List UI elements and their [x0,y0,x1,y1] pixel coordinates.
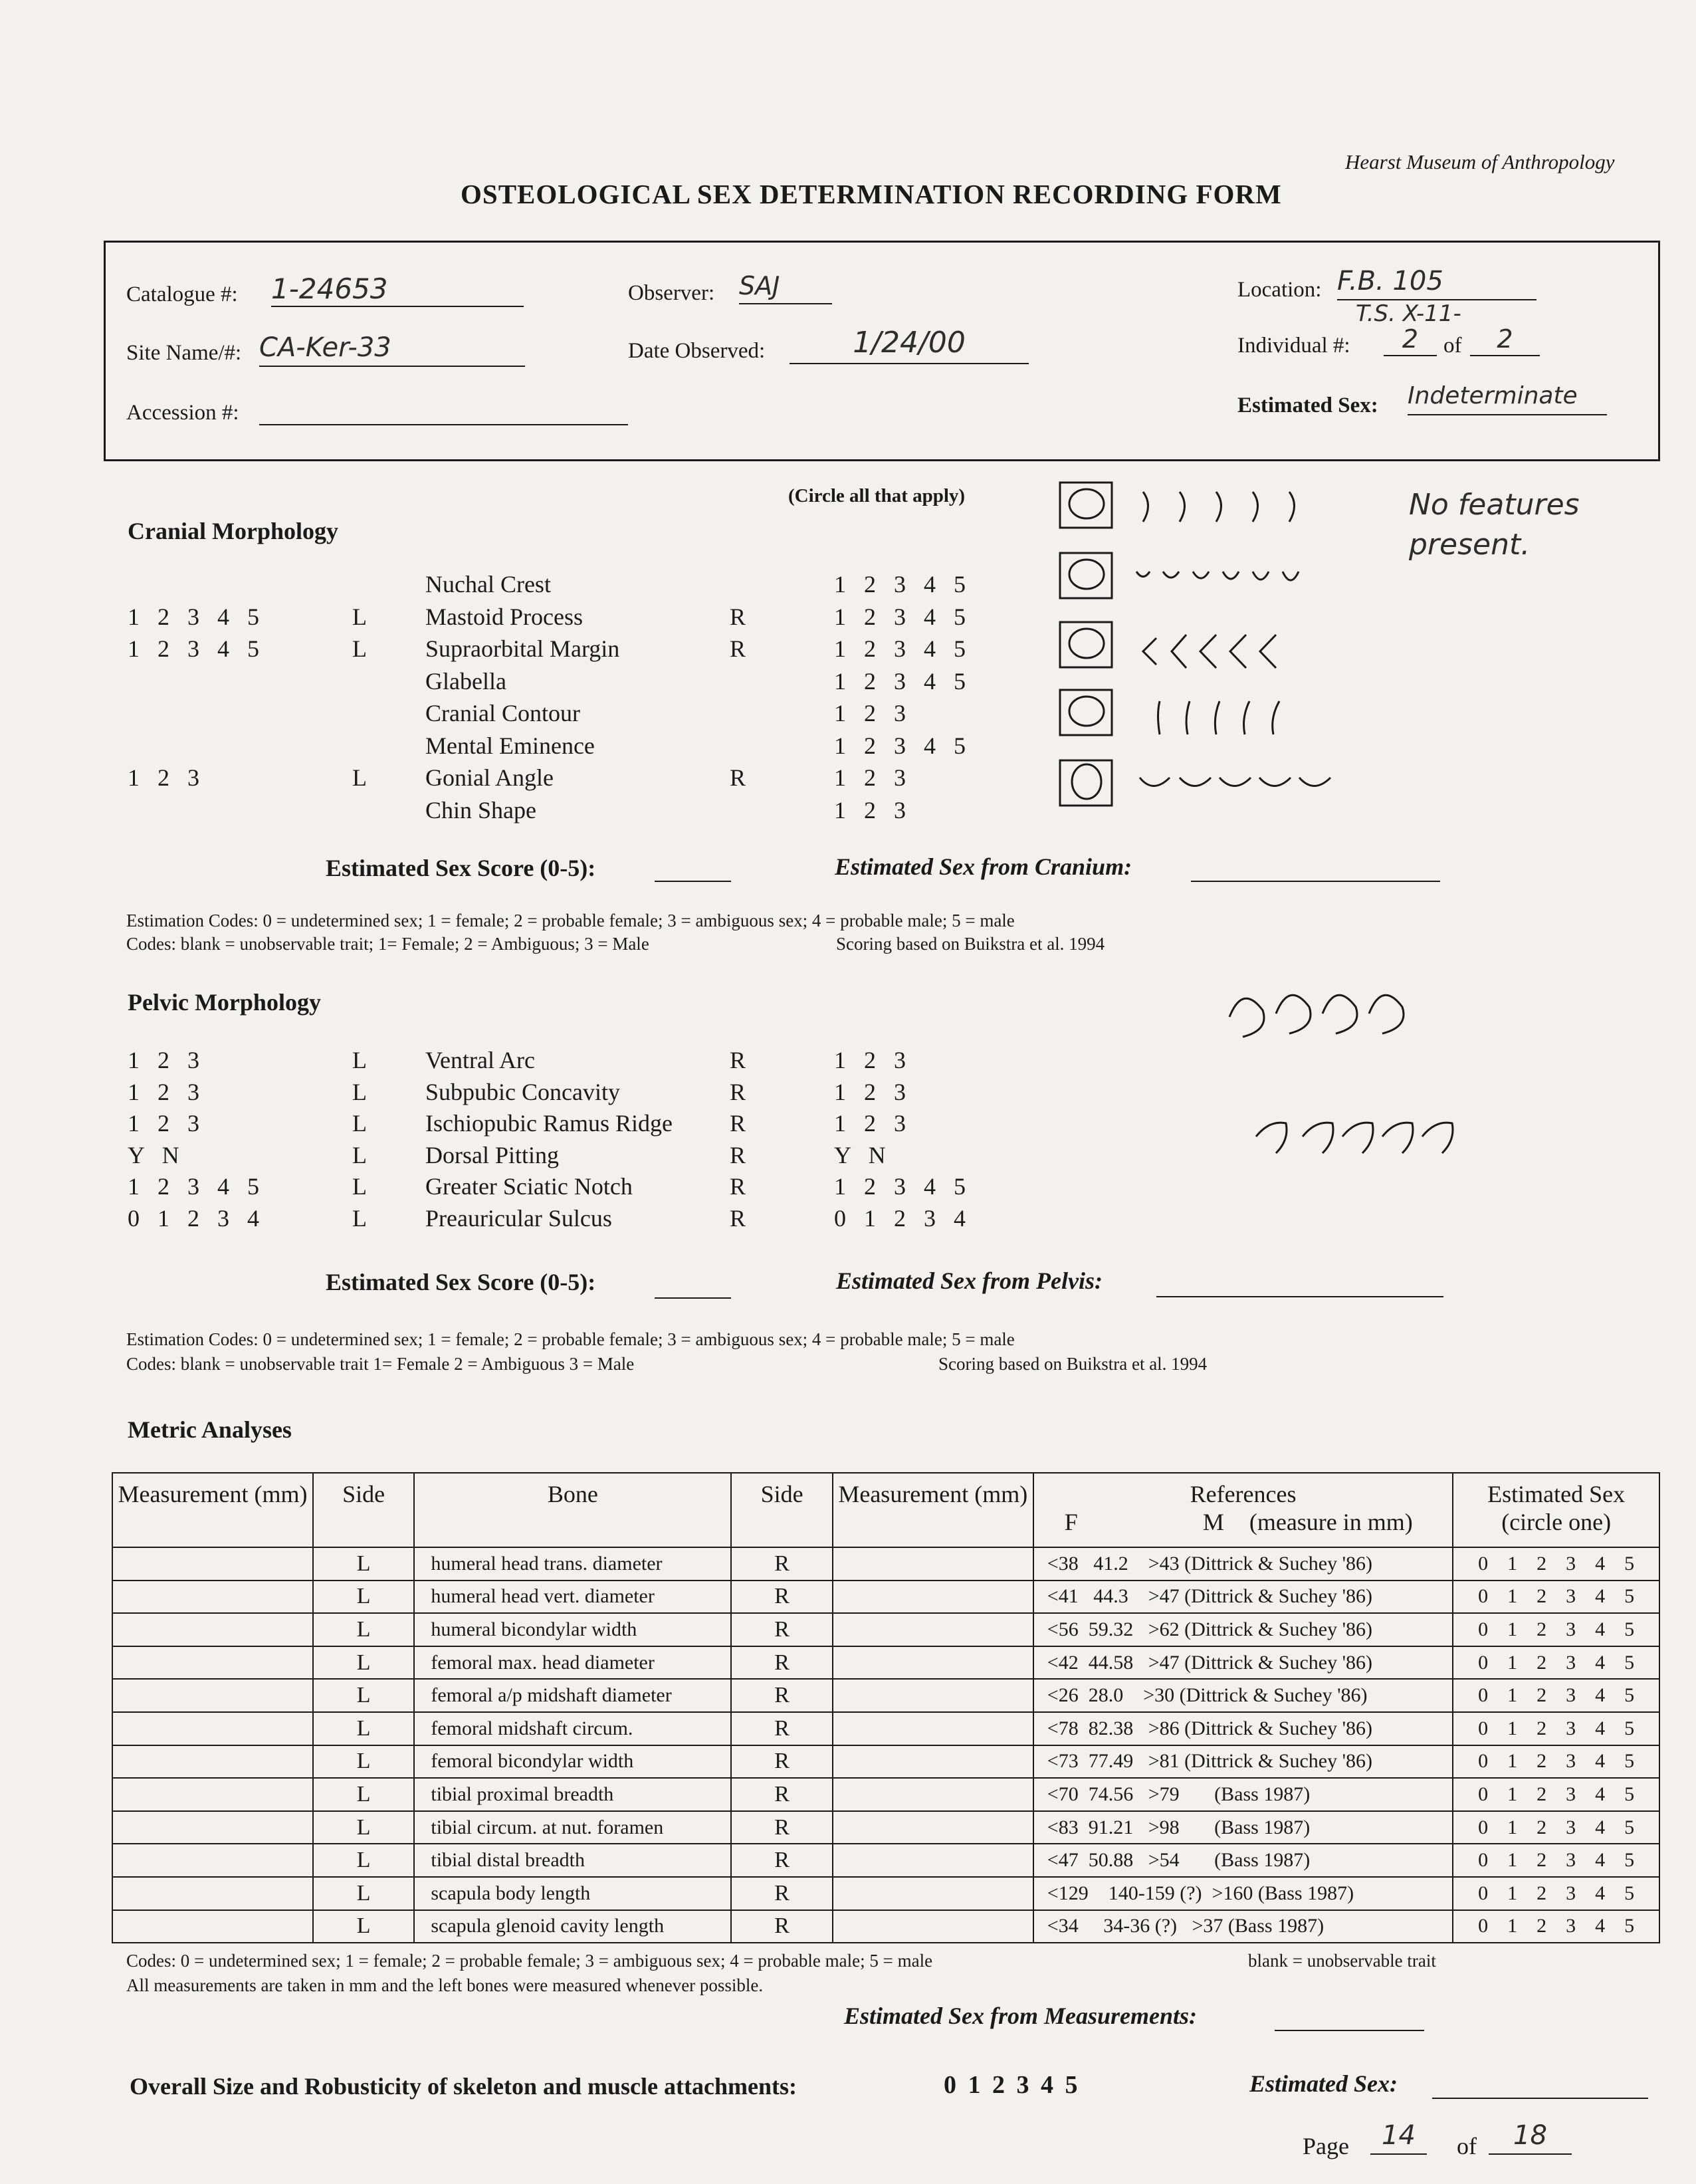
trait-side-right: R [730,635,746,662]
reference-values: <34 34-36 (?) >37 (Bass 1987) [1033,1910,1453,1943]
cranial-score-field[interactable] [655,854,731,882]
side-right: R [731,1613,832,1646]
measurement-left-input[interactable] [112,1877,313,1910]
trait-scores-right[interactable]: 1 2 3 [834,796,906,823]
catalogue-label: Catalogue #: [126,282,238,306]
side-left: L [313,1679,414,1712]
location-label: Location: [1237,278,1322,302]
metric-row [112,1547,1659,1581]
measurement-left-input[interactable] [112,1581,313,1614]
sex-code-option[interactable]: 0 [1478,1783,1489,1805]
measurement-left-input[interactable] [112,1679,313,1712]
sex-code-option[interactable]: 2 [1537,1552,1547,1575]
sex-code-option[interactable]: 5 [1624,1552,1635,1575]
sex-code-option[interactable]: 1 [1507,1717,1518,1739]
metric-blank-note: blank = unobservable trait [1248,1951,1436,1971]
trait-scores-right[interactable]: 1 2 3 4 5 [834,1173,966,1200]
cranial-sex-field[interactable] [1191,853,1440,882]
metric-row [112,1679,1659,1712]
bone-name: tibial distal breadth [414,1844,731,1877]
pelvic-score-field[interactable] [655,1269,731,1299]
trait-name: Mental Eminence [425,732,595,759]
trait-scores-left[interactable]: 0 1 2 3 4 [128,1204,259,1232]
estimated-sex-options [1453,1910,1659,1943]
sex-code-option[interactable]: 5 [1624,1915,1635,1937]
ref-f-label: F [1064,1509,1078,1535]
pelvic-diagram [1216,977,1482,1203]
metric-codes: Codes: 0 = undetermined sex; 1 = female; 2 = probable female; 3 = ambiguous sex; 4 = probable male; 5 = male [126,1951,933,1971]
sex-code-option[interactable]: 5 [1624,1684,1635,1707]
trait-scores-right[interactable]: 1 2 3 [834,1047,906,1073]
pelvic-score-label: Estimated Sex Score (0-5): [326,1269,596,1295]
side-right: R [731,1778,832,1811]
location-field[interactable]: F.B. 105 [1337,266,1537,300]
trait-scores-left[interactable]: 1 2 3 [128,1078,199,1105]
side-left: L [313,1844,414,1877]
sex-code-option[interactable]: 0 [1478,1684,1489,1707]
sex-code-option[interactable]: 1 [1507,1882,1518,1904]
trait-scores-left[interactable]: 1 2 3 [128,764,199,791]
sex-code-option[interactable]: 1 [1507,1585,1518,1608]
sex-code-option[interactable]: 1 [1507,1750,1518,1773]
trait-side-left: L [352,1173,367,1200]
trait-side-left: L [352,1204,367,1232]
measurement-sex-field[interactable] [1275,2002,1424,2031]
sex-code-option[interactable]: 1 [1507,1915,1518,1937]
metric-row [112,1877,1659,1910]
measurement-sex-label: Estimated Sex from Measurements: [844,2003,1198,2029]
sex-code-option[interactable]: 2 [1537,1684,1547,1707]
cranial-heading: Cranial Morphology [128,518,339,544]
robusticity-label: Overall Size and Robusticity of skeleton and muscle attachments: [130,2073,797,2100]
observer-label: Observer: [628,281,715,305]
estimated-sex-options [1453,1745,1659,1779]
sex-code-option[interactable]: 1 [1507,1651,1518,1674]
estimated-sex-options [1453,1679,1659,1712]
estimated-sex-options [1453,1778,1659,1811]
reference-values: <129 140-159 (?) >160 (Bass 1987) [1033,1877,1453,1910]
measurement-right-input[interactable] [833,1613,1033,1646]
measurement-right-input[interactable] [833,1844,1033,1877]
page-of-label: of [1457,2133,1477,2159]
col-side-left: Side [313,1473,414,1547]
sex-code-option[interactable]: 1 [1507,1783,1518,1805]
reference-values: <41 44.3 >47 (Dittrick & Suchey '86) [1033,1581,1453,1614]
measurement-right-input[interactable] [833,1745,1033,1779]
robusticity-scale[interactable]: 0 1 2 3 4 5 [944,2071,1078,2099]
col-side-right: Side [731,1473,832,1547]
institution-name: Hearst Museum of Anthropology [1345,150,1615,173]
sex-code-option[interactable]: 3 [1566,1717,1576,1739]
metric-row [112,1844,1659,1877]
sex-code-option[interactable]: 5 [1624,1783,1635,1805]
sex-code-option[interactable]: 4 [1595,1552,1606,1575]
pelvic-scoring-note: Scoring based on Buikstra et al. 1994 [938,1354,1208,1374]
trait-side-right: R [730,1173,746,1200]
trait-scores-right[interactable]: 1 2 3 4 5 [834,635,966,662]
sex-code-option[interactable]: 2 [1537,1915,1547,1937]
individual-label: Individual #: [1237,334,1350,358]
measurement-left-input[interactable] [112,1745,313,1779]
sex-code-option[interactable]: 1 [1507,1816,1518,1838]
trait-name: Greater Sciatic Notch [425,1173,633,1200]
trait-side-right: R [730,603,746,630]
metric-table [112,1472,1660,1943]
catalogue-field[interactable]: 1-24653 [271,273,524,307]
side-right: R [731,1547,832,1581]
sex-code-option[interactable]: 0 [1478,1750,1489,1773]
reference-values: <83 91.21 >98 (Bass 1987) [1033,1811,1453,1844]
trait-scores-left[interactable]: 1 2 3 [128,1110,199,1137]
sex-code-option[interactable]: 3 [1566,1783,1576,1805]
side-right: R [731,1910,832,1943]
trait-side-left: L [352,1141,367,1168]
sex-code-option[interactable]: 3 [1566,1816,1576,1838]
sex-code-option[interactable]: 3 [1566,1915,1576,1937]
individual-field[interactable]: 2 [1384,324,1437,356]
estimated-sex-label: Estimated Sex: [1237,393,1378,417]
trait-side-left: L [352,1110,367,1137]
sex-code-option[interactable]: 5 [1624,1651,1635,1674]
cranial-diagram [1053,472,1386,831]
reference-values: <38 41.2 >43 (Dittrick & Suchey '86) [1033,1547,1453,1581]
measurement-right-input[interactable] [833,1679,1033,1712]
side-right: R [731,1679,832,1712]
side-right: R [731,1844,832,1877]
bone-name: tibial circum. at nut. foramen [414,1811,731,1844]
overall-sex-label: Estimated Sex: [1249,2070,1398,2097]
col-references [1033,1473,1453,1547]
accession-field[interactable] [259,392,628,425]
side-left: L [313,1547,414,1581]
metric-heading: Metric Analyses [128,1416,292,1443]
bone-name: humeral bicondylar width [414,1613,731,1646]
trait-name: Cranial Contour [425,700,580,726]
no-features-note: No features present. [1409,488,1580,562]
trait-name: Ventral Arc [425,1047,535,1073]
bone-name: femoral bicondylar width [414,1745,731,1779]
page-number-field[interactable]: 14 [1370,2120,1427,2155]
side-left: L [313,1778,414,1811]
sex-code-option[interactable]: 2 [1537,1618,1547,1640]
measurement-right-input[interactable] [833,1778,1033,1811]
sex-code-option[interactable]: 0 [1478,1618,1489,1640]
side-right: R [731,1581,832,1614]
sex-code-option[interactable]: 0 [1478,1849,1489,1872]
trait-scores-right[interactable]: 1 2 3 [834,700,906,726]
side-left: L [313,1745,414,1779]
trait-scores-right[interactable]: 1 2 3 [834,1110,906,1137]
trait-name: Ischiopubic Ramus Ridge [425,1110,673,1137]
trait-name: Gonial Angle [425,764,554,791]
reference-values: <78 82.38 >86 (Dittrick & Suchey '86) [1033,1712,1453,1745]
side-right: R [731,1811,832,1844]
reference-values: <56 59.32 >62 (Dittrick & Suchey '86) [1033,1613,1453,1646]
trait-side-left: L [352,1078,367,1105]
sex-code-option[interactable]: 3 [1566,1684,1576,1707]
trait-side-left: L [352,1047,367,1073]
location-field-line2: T.S. X-11- [1356,300,1461,327]
pelvic-sex-field[interactable] [1156,1267,1443,1297]
bone-name: humeral head vert. diameter [414,1581,731,1614]
side-right: R [731,1745,832,1779]
col-measurement-left: Measurement (mm) [112,1473,313,1547]
sex-code-option[interactable]: 0 [1478,1552,1489,1575]
sex-code-option[interactable]: 0 [1478,1717,1489,1739]
sex-code-option[interactable]: 2 [1537,1717,1547,1739]
side-left: L [313,1712,414,1745]
sex-code-option[interactable]: 4 [1595,1816,1606,1838]
reference-values: <70 74.56 >79 (Bass 1987) [1033,1778,1453,1811]
side-left: L [313,1581,414,1614]
sex-code-option[interactable]: 4 [1595,1783,1606,1805]
side-left: L [313,1877,414,1910]
sex-code-option[interactable]: 5 [1624,1816,1635,1838]
trait-scores-right[interactable]: 1 2 3 4 5 [834,603,966,630]
estimated-sex-options [1453,1844,1659,1877]
pelvic-codes-1: Estimation Codes: 0 = undetermined sex; 1 = female; 2 = probable female; 3 = ambiguous sex; 4 = probable male; 5 = male [126,1329,1015,1349]
metric-row [112,1581,1659,1614]
side-left: L [313,1811,414,1844]
sex-code-option[interactable]: 4 [1595,1915,1606,1937]
col-bone: Bone [414,1473,731,1547]
sex-code-option[interactable]: 5 [1624,1849,1635,1872]
trait-scores-right[interactable]: 1 2 3 4 5 [834,732,966,759]
cranial-score-label: Estimated Sex Score (0-5): [326,855,596,881]
estimated-sex-field[interactable]: Indeterminate [1408,382,1607,415]
page-total-field[interactable]: 18 [1489,2120,1572,2155]
sex-code-option[interactable]: 0 [1478,1651,1489,1674]
bone-name: femoral max. head diameter [414,1646,731,1680]
trait-side-right: R [730,1204,746,1232]
observer-field[interactable]: SAJ [739,271,832,304]
measurement-left-input[interactable] [112,1613,313,1646]
page-label: Page [1303,2133,1349,2159]
side-right: R [731,1877,832,1910]
col-measurement-right: Measurement (mm) [833,1473,1033,1547]
form-title: OSTEOLOGICAL SEX DETERMINATION RECORDING FORM [461,179,1282,209]
sex-code-option[interactable]: 1 [1507,1618,1518,1640]
metric-row [112,1778,1659,1811]
measurement-right-input[interactable] [833,1712,1033,1745]
sex-code-option[interactable]: 5 [1624,1585,1635,1608]
sex-code-option[interactable]: 3 [1566,1651,1576,1674]
measurement-right-input[interactable] [833,1581,1033,1614]
bone-name: tibial proximal breadth [414,1778,731,1811]
date-field[interactable]: 1/24/00 [790,326,1029,364]
measurement-right-input[interactable] [833,1646,1033,1680]
of-label: of [1443,334,1462,358]
trait-name: Subpubic Concavity [425,1078,620,1105]
sex-code-option[interactable]: 2 [1537,1750,1547,1773]
date-label: Date Observed: [628,339,766,363]
ref-unit-label: (measure in mm) [1249,1509,1413,1535]
measurement-left-input[interactable] [112,1778,313,1811]
side-left: L [313,1910,414,1943]
trait-side-left: L [352,635,367,662]
pelvic-codes-2: Codes: blank = unobservable trait 1= Female 2 = Ambiguous 3 = Male [126,1354,635,1374]
side-right: R [731,1646,832,1680]
trait-side-left: L [352,764,367,791]
metric-row [112,1811,1659,1844]
circle-instruction: (Circle all that apply) [788,485,966,506]
col-estimated-sex [1453,1473,1659,1547]
reference-values: <42 44.58 >47 (Dittrick & Suchey '86) [1033,1646,1453,1680]
measurement-left-input[interactable] [112,1910,313,1943]
sex-code-option[interactable]: 3 [1566,1750,1576,1773]
metric-row [112,1910,1659,1943]
sex-code-option[interactable]: 5 [1624,1882,1635,1904]
trait-scores-left[interactable]: 1 2 3 4 5 [128,1173,259,1200]
sex-code-option[interactable]: 2 [1537,1816,1547,1838]
bone-name: femoral midshaft circum. [414,1712,731,1745]
metric-note: All measurements are taken in mm and the left bones were measured whenever possible. [126,1975,764,1995]
sex-code-option[interactable]: 5 [1624,1717,1635,1739]
cranial-codes-1: Estimation Codes: 0 = undetermined sex; 1 = female; 2 = probable female; 3 = ambiguous sex; 4 = probable male; 5 = male [126,911,1015,930]
measurement-left-input[interactable] [112,1811,313,1844]
bone-name: humeral head trans. diameter [414,1547,731,1581]
accession-label: Accession #: [126,401,239,425]
measurement-left-input[interactable] [112,1712,313,1745]
trait-scores-left[interactable]: 1 2 3 [128,1047,199,1073]
estimated-sex-title: Estimated Sex [1487,1481,1626,1507]
site-label: Site Name/#: [126,341,242,365]
sex-code-option[interactable]: 4 [1595,1684,1606,1707]
sex-code-option[interactable]: 5 [1624,1750,1635,1773]
sex-code-option[interactable]: 4 [1595,1882,1606,1904]
trait-side-right: R [730,764,746,791]
side-left: L [313,1613,414,1646]
circle-one-label: (circle one) [1501,1509,1612,1535]
sex-code-option[interactable]: 0 [1478,1915,1489,1937]
trait-name: Glabella [425,667,506,695]
sex-code-option[interactable]: 3 [1566,1618,1576,1640]
sex-code-option[interactable]: 0 [1478,1585,1489,1608]
references-title: References [1190,1481,1297,1507]
estimated-sex-options [1453,1712,1659,1745]
trait-side-right: R [730,1110,746,1137]
trait-side-right: R [730,1047,746,1073]
metric-row [112,1646,1659,1680]
sex-code-option[interactable]: 5 [1624,1618,1635,1640]
bone-name: scapula body length [414,1877,731,1910]
measurement-right-input[interactable] [833,1547,1033,1581]
trait-scores-right[interactable]: 1 2 3 [834,1078,906,1105]
sex-code-option[interactable]: 4 [1595,1717,1606,1739]
sex-code-option[interactable]: 1 [1507,1684,1518,1707]
trait-side-right: R [730,1141,746,1168]
sex-code-option[interactable]: 1 [1507,1552,1518,1575]
overall-sex-field[interactable] [1432,2068,1648,2099]
sex-code-option[interactable]: 2 [1537,1783,1547,1805]
cranial-scoring-note: Scoring based on Buikstra et al. 1994 [836,934,1105,954]
metric-row [112,1613,1659,1646]
pelvic-heading: Pelvic Morphology [128,989,321,1016]
estimated-sex-options [1453,1613,1659,1646]
trait-name: Dorsal Pitting [425,1141,560,1168]
measurement-left-input[interactable] [112,1844,313,1877]
estimated-sex-options [1453,1877,1659,1910]
side-right: R [731,1712,832,1745]
ref-m-label: M [1202,1509,1224,1535]
side-left: L [313,1646,414,1680]
individual-total-field[interactable]: 2 [1470,324,1540,356]
sex-code-option[interactable]: 2 [1537,1585,1547,1608]
reference-values: <47 50.88 >54 (Bass 1987) [1033,1844,1453,1877]
sex-code-option[interactable]: 4 [1595,1750,1606,1773]
estimated-sex-options [1453,1811,1659,1844]
bone-name: femoral a/p midshaft diameter [414,1679,731,1712]
estimated-sex-options [1453,1581,1659,1614]
metric-row [112,1712,1659,1745]
trait-name: Mastoid Process [425,603,583,630]
trait-name: Preauricular Sulcus [425,1204,612,1232]
estimated-sex-options [1453,1547,1659,1581]
sex-code-option[interactable]: 3 [1566,1552,1576,1575]
trait-name: Supraorbital Margin [425,635,620,662]
measurement-right-input[interactable] [833,1910,1033,1943]
bone-name: scapula glenoid cavity length [414,1910,731,1943]
sex-code-option[interactable]: 3 [1566,1849,1576,1872]
measurement-left-input[interactable] [112,1547,313,1581]
pelvic-sex-label: Estimated Sex from Pelvis: [836,1267,1103,1294]
sex-code-option[interactable]: 4 [1595,1849,1606,1872]
trait-scores-right[interactable]: 1 2 3 4 5 [834,667,966,695]
measurement-right-input[interactable] [833,1877,1033,1910]
trait-side-right: R [730,1078,746,1105]
sex-code-option[interactable]: 4 [1595,1618,1606,1640]
estimated-sex-options [1453,1646,1659,1680]
sex-code-option[interactable]: 2 [1537,1849,1547,1872]
trait-scores-left[interactable]: 1 2 3 4 5 [128,603,259,630]
trait-scores-right[interactable]: Y N [834,1141,886,1168]
reference-values: <26 28.0 >30 (Dittrick & Suchey '86) [1033,1679,1453,1712]
measurement-left-input[interactable] [112,1646,313,1680]
sex-code-option[interactable]: 2 [1537,1882,1547,1904]
trait-side-left: L [352,603,367,630]
sex-code-option[interactable]: 4 [1595,1651,1606,1674]
trait-name: Chin Shape [425,796,536,823]
trait-name: Nuchal Crest [425,571,551,598]
cranial-sex-label: Estimated Sex from Cranium: [835,853,1132,880]
sex-code-option[interactable]: 3 [1566,1585,1576,1608]
sex-code-option[interactable]: 0 [1478,1816,1489,1838]
trait-scores-right[interactable]: 1 2 3 [834,764,906,791]
sex-code-option[interactable]: 2 [1537,1651,1547,1674]
measurement-right-input[interactable] [833,1811,1033,1844]
sex-code-option[interactable]: 0 [1478,1882,1489,1904]
metric-row [112,1745,1659,1779]
trait-scores-right[interactable]: 1 2 3 4 5 [834,571,966,598]
sex-code-option[interactable]: 4 [1595,1585,1606,1608]
trait-scores-left[interactable]: Y N [128,1141,179,1168]
sex-code-option[interactable]: 3 [1566,1882,1576,1904]
site-field[interactable]: CA-Ker-33 [259,332,525,367]
sex-code-option[interactable]: 1 [1507,1849,1518,1872]
trait-scores-right[interactable]: 0 1 2 3 4 [834,1204,966,1232]
cranial-codes-2: Codes: blank = unobservable trait; 1= Female; 2 = Ambiguous; 3 = Male [126,934,649,954]
reference-values: <73 77.49 >81 (Dittrick & Suchey '86) [1033,1745,1453,1779]
trait-scores-left[interactable]: 1 2 3 4 5 [128,635,259,662]
